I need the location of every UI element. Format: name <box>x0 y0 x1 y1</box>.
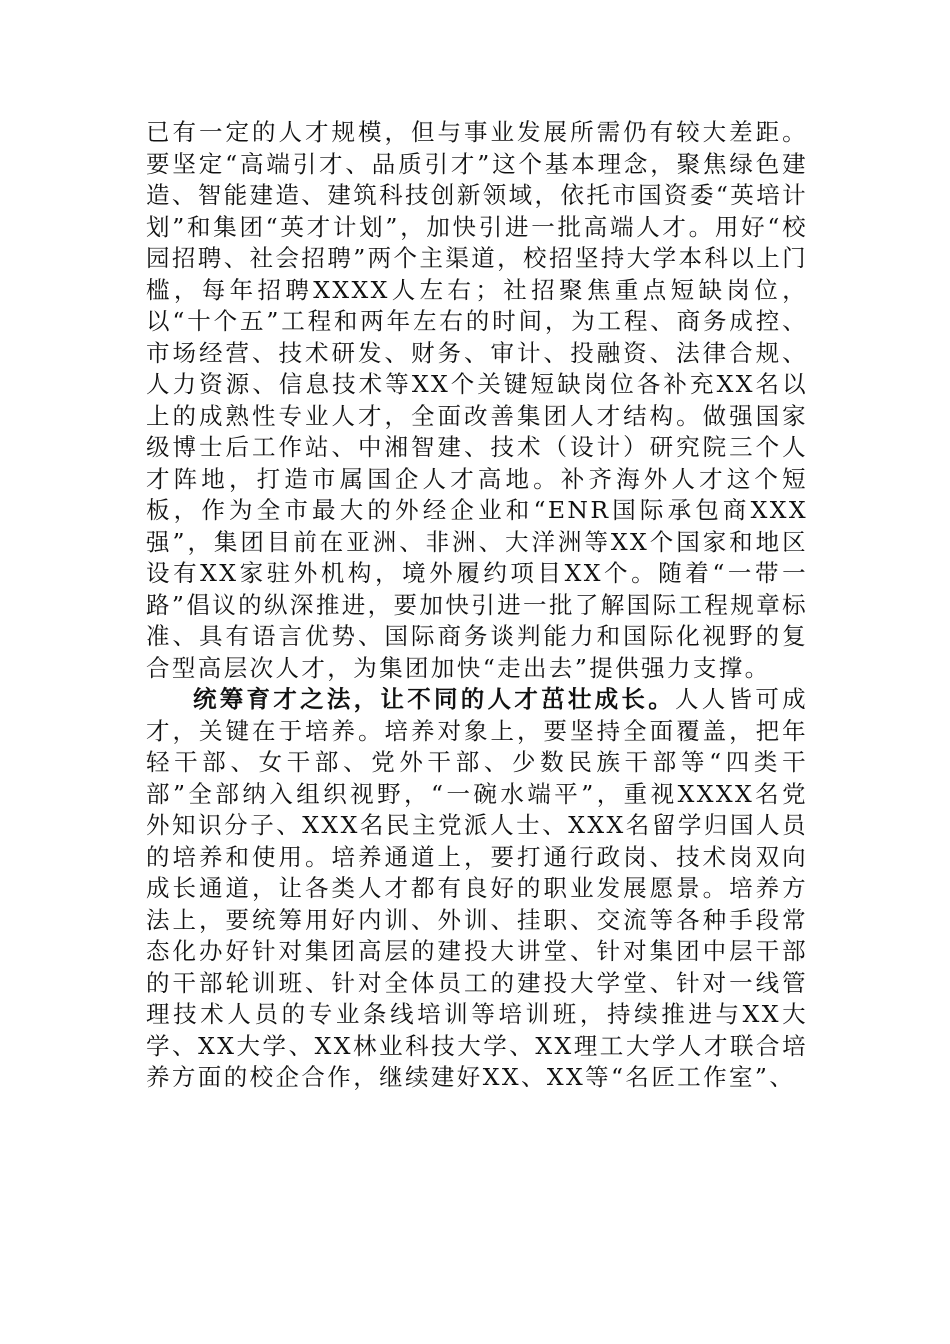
paragraph-talent-cultivation <box>146 684 808 1094</box>
paragraph-talent-introduction: 已有一定的人才规模，但与事业发展所需仍有较大差距。要坚定“高端引才、品质引才”这个基本理念，聚焦绿色建造、智能建造、建筑科技创新领域，依托市国资委“英培计划”和集团“英才计划”，加快引进一批高端人才。用好“校园招聘、社会招聘”两个主渠道，校招坚持大学本科以上门槛，每年招聘XXXX人左右；社招聚焦重点短缺岗位，以“十个五”工程和两年左右的时间，为工程、商务成控、市场经营、技术研发、财务、审计、投融资、法律合规、人力资源、信息技术等XX个关键短缺岗位各补充XX名以上的成熟性专业人才，全面改善集团人才结构。做强国家级博士后工作站、中湘智建、技术（设计）研究院三个人才阵地，打造市属国企人才高地。补齐海外人才这个短板，作为全市最大的外经企业和“ENR国际承包商XXX强”，集团目前在亚洲、非洲、大洋洲等XX个国家和地区设有XX家驻外机构，境外履约项目XX个。随着“一带一路”倡议的纵深推进，要加快引进一批了解国际工程规章标准、具有语言优势、国际商务谈判能力和国际化视野的复合型高层次人才，为集团加快“走出去”提供强力支撑。 <box>146 118 808 682</box>
paragraph-heading: 统筹育才之法，让不同的人才茁壮成长。 <box>193 685 675 713</box>
document-page <box>146 117 808 1094</box>
paragraph-body: 人人皆可成才，关键在于培养。培养对象上，要坚持全面覆盖，把年轻干部、女干部、党外干部、少数民族干部等“四类干部”全部纳入组织视野，“一碗水端平”，重视XXXX名党外知识分子、XXX名民主党派人士、XXX名留学归国人员的培养和使用。培养通道上，要打通行政岗、技术岗双向成长通道，让各类人才都有良好的职业发展愿景。培养方法上，要统筹用好内训、外训、挂职、交流等各种手段常态化办好针对集团高层的建投大讲堂、针对集团中层干部的干部轮训班、针对全体员工的建投大学堂、针对一线管理技术人员的专业条线培训等培训班，持续推进与XX大学、XX大学、XX林业科技大学、XX理工大学人才联合培养方面的校企合作，继续建好XX、XX等“名匠工作室”、 <box>146 685 809 1091</box>
